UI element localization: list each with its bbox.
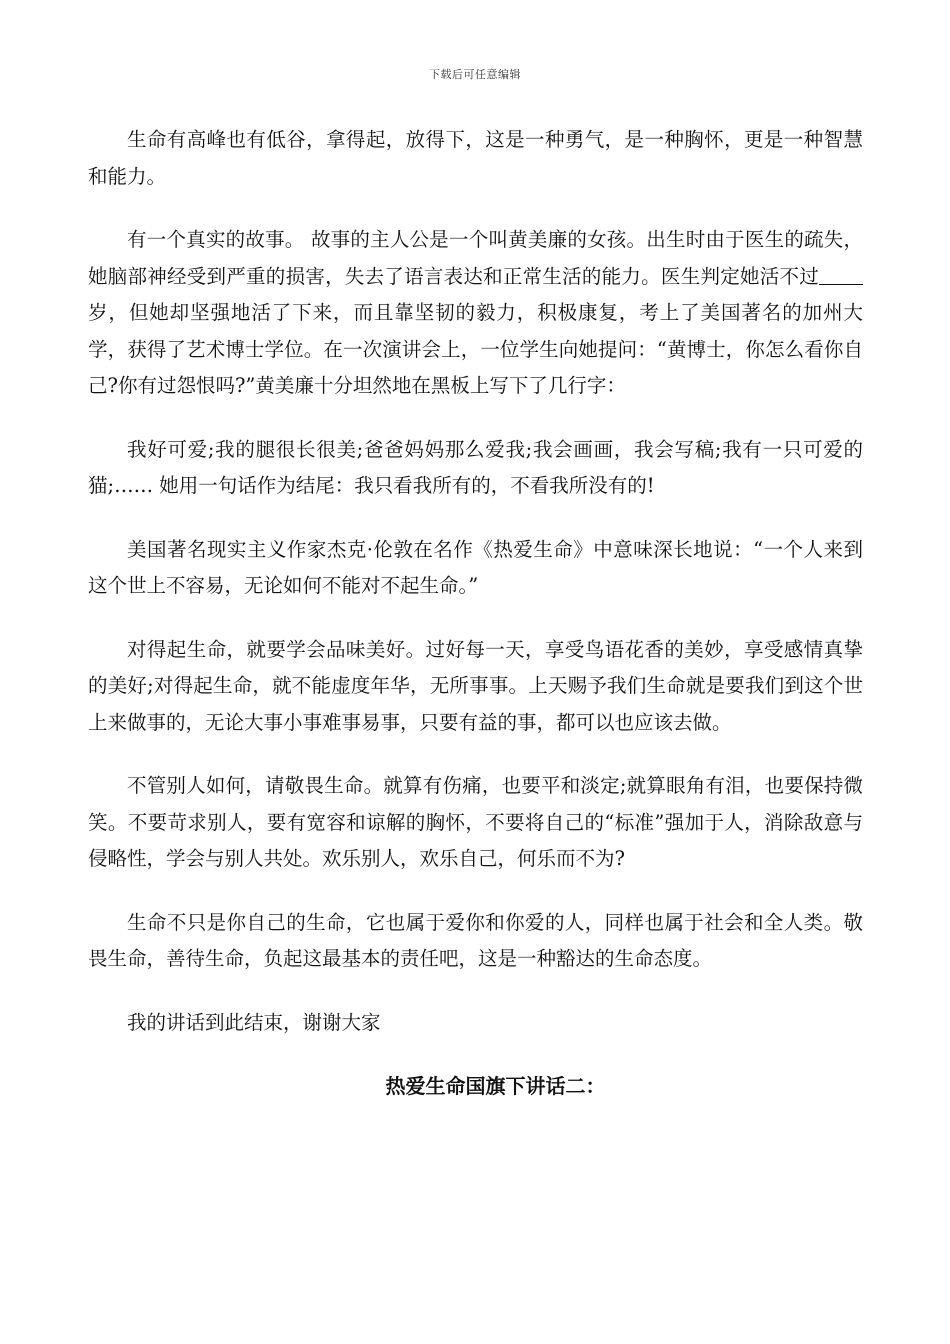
paragraph-2-part-2: 岁，但她却坚强地活了下来，而且靠坚韧的毅力，积极康复，考上了美国著名的加州大学，获得了艺术博士学位。在一次演讲会上，一位学生向她提问：“黄博士，你怎么看你自己?你有过怨恨吗?”黄美廉十分坦然地在黑板上写下了几行字： xyxy=(88,301,863,397)
section-title: 热爱生命国旗下讲话二： xyxy=(385,1074,606,1098)
fill-in-blank xyxy=(819,283,863,285)
paragraph-2 xyxy=(88,222,863,405)
paragraph-2-part-1: 有一个真实的故事。 故事的主人公是一个叫黄美廉的女孩。出生时由于医生的疏失，她脑部神经受到严重的损害，失去了语言表达和正常生活的能力。医生判定她活不过 xyxy=(88,228,863,288)
document-body xyxy=(88,122,863,1104)
paragraph-5: 对得起生命，就要学会品味美好。过好每一天，享受鸟语花香的美妙，享受感情真挚的美好;对得起生命，就不能虚度年华，无所事事。上天赐予我们生命就是要我们到这个世上来做事的，无论大事小事难事易事，只要有益的事，都可以也应该去做。 xyxy=(88,637,863,734)
paragraph-7: 生命不只是你自己的生命，它也属于爱你和你爱的人，同样也属于社会和全人类。敬畏生命，善待生命，负起这最基本的责任吧，这是一种豁达的生命态度。 xyxy=(88,910,863,970)
paragraph-4: 美国著名现实主义作家杰克·伦敦在名作《热爱生命》中意味深长地说：“一个人来到这个世上不容易，无论如何不能对不起生命。” xyxy=(88,537,863,597)
paragraph-8: 我的讲话到此结束，谢谢大家 xyxy=(127,1010,381,1034)
paragraph-3: 我好可爱;我的腿很长很美;爸爸妈妈那么爱我;我会画画，我会写稿;我有一只可爱的猫;…… 她用一句话作为结尾：我只看我所有的，不看我所没有的! xyxy=(88,437,863,497)
paragraph-6: 不管别人如何，请敬畏生命。就算有伤痛，也要平和淡定;就算眼角有泪，也要保持微笑。不要苛求别人，要有宽容和谅解的胸怀，不要将自己的“标准”强加于人，消除敌意与侵略性，学会与别人共处。欢乐别人，欢乐自己，何乐而不为? xyxy=(88,774,863,870)
paragraph-1: 生命有高峰也有低谷，拿得起，放得下，这是一种勇气，是一种胸怀，更是一种智慧和能力。 xyxy=(88,128,863,188)
header-note: 下载后可任意编辑 xyxy=(429,68,521,81)
